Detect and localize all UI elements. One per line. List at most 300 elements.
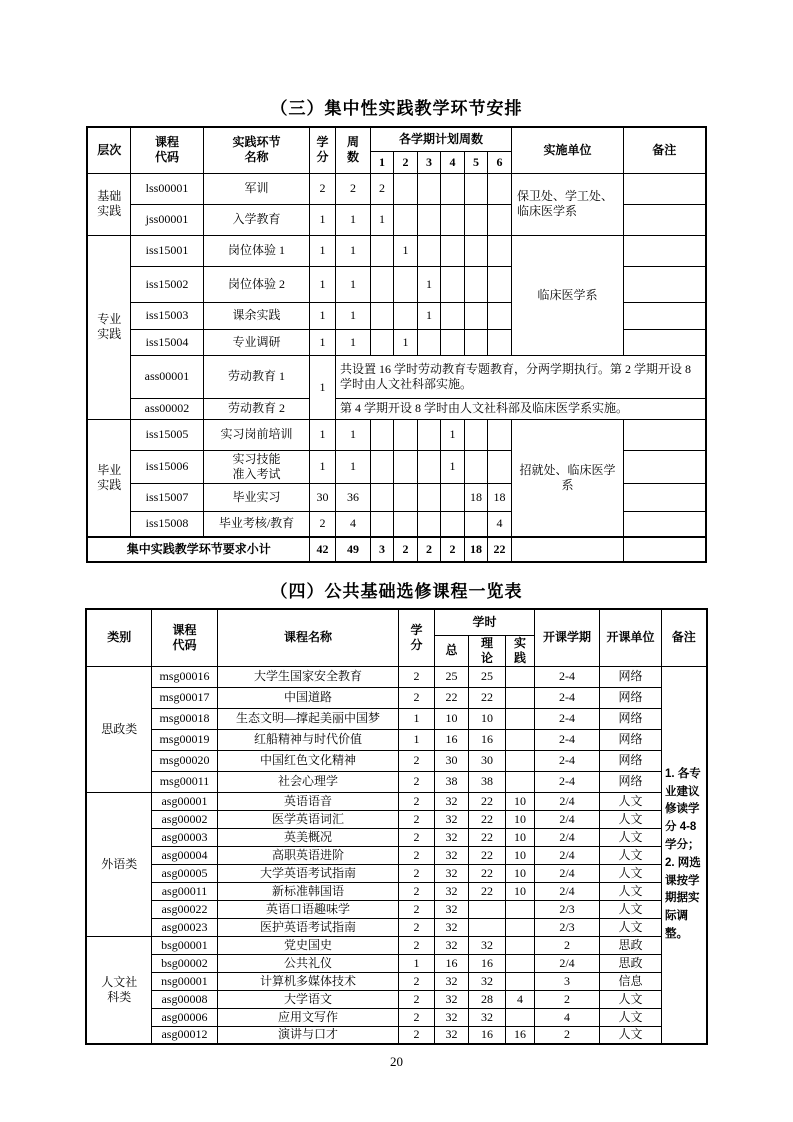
cell-name: 公共礼仪 xyxy=(217,954,398,972)
cell-weeks: 1 xyxy=(335,266,370,302)
cell-theory xyxy=(468,900,505,918)
col-header-sem-5: 5 xyxy=(464,151,487,173)
cell-theory: 22 xyxy=(468,864,505,882)
cell-sem xyxy=(487,266,511,302)
table-row xyxy=(86,882,706,900)
cell-name: 生态文明—撑起美丽中国梦 xyxy=(217,708,398,729)
col-header-sem-6: 6 xyxy=(487,151,511,173)
cell-sem xyxy=(464,419,487,450)
cell-semester: 2/4 xyxy=(535,792,600,810)
cell-unit: 网络 xyxy=(600,687,662,708)
cell-semester: 2/4 xyxy=(535,864,600,882)
cell-credit: 2 xyxy=(398,750,434,771)
cell-sem: 1 xyxy=(417,302,440,329)
cell-semester: 2/4 xyxy=(535,882,600,900)
cell-unit: 人文 xyxy=(600,792,662,810)
cell-weeks: 1 xyxy=(335,450,370,483)
table-row xyxy=(86,810,706,828)
cell-sem xyxy=(393,204,417,235)
cell-sem xyxy=(370,483,393,511)
cell-sem xyxy=(464,302,487,329)
cell-unit: 保卫处、学工处、临床医学系 xyxy=(512,173,624,235)
cell-sem xyxy=(464,511,487,537)
cell-subtotal-credit: 42 xyxy=(309,537,335,562)
cell-code: jss00001 xyxy=(130,204,203,235)
cell-credit: 2 xyxy=(398,828,434,846)
cell-semester: 2/3 xyxy=(535,900,600,918)
cell-subtotal-sem: 2 xyxy=(393,537,417,562)
cell-name: 军训 xyxy=(203,173,309,204)
col-header-code: 课程代码 xyxy=(130,127,203,173)
cell-unit: 人文 xyxy=(600,828,662,846)
cell-name: 毕业考核/教育 xyxy=(203,511,309,537)
col-header-semester: 开课学期 xyxy=(535,609,600,666)
cell-credit: 2 xyxy=(398,972,434,990)
col-header-hours-practice: 实践 xyxy=(505,635,534,666)
cell-practice: 10 xyxy=(505,828,534,846)
cell-code: iss15005 xyxy=(130,419,203,450)
cell-code: msg00020 xyxy=(151,750,217,771)
table-row xyxy=(87,355,705,398)
cell-theory: 32 xyxy=(468,972,505,990)
cell-sem: 2 xyxy=(370,173,393,204)
table-row xyxy=(86,900,706,918)
cell-sem xyxy=(440,173,464,204)
table-row xyxy=(86,828,706,846)
cell-category: 人文社科类 xyxy=(86,936,151,1044)
table-row xyxy=(86,729,706,750)
cell-note xyxy=(624,329,706,355)
cell-total: 32 xyxy=(434,864,468,882)
cell-code: iss15006 xyxy=(130,450,203,483)
cell-name: 毕业实习 xyxy=(203,483,309,511)
cell-subtotal-sem: 2 xyxy=(417,537,440,562)
cell-sem xyxy=(440,266,464,302)
cell-sem xyxy=(417,235,440,266)
cell-total: 32 xyxy=(434,990,468,1008)
cell-level: 基础实践 xyxy=(87,173,130,235)
cell-unit: 招就处、临床医学系 xyxy=(512,419,624,537)
cell-weeks: 1 xyxy=(335,329,370,355)
cell-credit: 2 xyxy=(398,687,434,708)
cell-name: 中国道路 xyxy=(217,687,398,708)
cell-theory: 22 xyxy=(468,846,505,864)
cell-note xyxy=(624,204,706,235)
cell-practice: 10 xyxy=(505,846,534,864)
cell-unit: 人文 xyxy=(600,1026,662,1044)
cell-total: 32 xyxy=(434,792,468,810)
cell-sem xyxy=(417,419,440,450)
table-row xyxy=(87,398,705,419)
cell-theory: 16 xyxy=(468,1026,505,1044)
cell-name: 专业调研 xyxy=(203,329,309,355)
cell-unit: 网络 xyxy=(600,708,662,729)
table-row xyxy=(86,936,706,954)
cell-credit: 2 xyxy=(398,846,434,864)
cell-sem xyxy=(417,450,440,483)
cell-sem xyxy=(440,204,464,235)
cell-sem xyxy=(417,511,440,537)
cell-practice xyxy=(505,936,534,954)
cell-code: asg00023 xyxy=(151,918,217,936)
cell-name: 英语口语趣味学 xyxy=(217,900,398,918)
table-row xyxy=(86,1008,706,1026)
cell-total: 32 xyxy=(434,1008,468,1026)
cell-sem xyxy=(440,329,464,355)
section-title-practice: （三）集中性实践教学环节安排 xyxy=(270,99,523,118)
cell-unit: 网络 xyxy=(600,729,662,750)
cell-code: msg00017 xyxy=(151,687,217,708)
cell-theory: 28 xyxy=(468,990,505,1008)
cell-weeks: 36 xyxy=(335,483,370,511)
cell-unit: 网络 xyxy=(600,666,662,687)
cell-sem xyxy=(487,329,511,355)
table-row xyxy=(86,1026,706,1044)
table-row xyxy=(86,708,706,729)
cell-code: iss15001 xyxy=(130,235,203,266)
cell-credit: 1 xyxy=(398,729,434,750)
cell-unit: 人文 xyxy=(600,900,662,918)
cell-sem xyxy=(370,235,393,266)
cell-code: msg00011 xyxy=(151,771,217,792)
col-header-category: 类别 xyxy=(86,609,151,666)
cell-unit: 人文 xyxy=(600,882,662,900)
cell-credit: 1 xyxy=(309,266,335,302)
cell-sem xyxy=(440,302,464,329)
cell-name: 大学英语考试指南 xyxy=(217,864,398,882)
cell-semester: 2-4 xyxy=(535,750,600,771)
cell-theory: 22 xyxy=(468,828,505,846)
cell-semester: 3 xyxy=(535,972,600,990)
cell-semester: 2-4 xyxy=(535,708,600,729)
cell-credit: 1 xyxy=(309,355,335,419)
cell-subtotal-sem: 3 xyxy=(370,537,393,562)
cell-credit: 2 xyxy=(309,511,335,537)
cell-sem xyxy=(440,511,464,537)
cell-name: 医护英语考试指南 xyxy=(217,918,398,936)
cell-unit: 信息 xyxy=(600,972,662,990)
cell-note xyxy=(624,511,706,537)
subtotal-row xyxy=(87,537,705,562)
cell-code: ass00001 xyxy=(130,355,203,398)
cell-theory: 38 xyxy=(468,771,505,792)
cell-name: 岗位体验 2 xyxy=(203,266,309,302)
cell-sem xyxy=(440,235,464,266)
cell-unit: 人文 xyxy=(600,846,662,864)
cell-total: 32 xyxy=(434,936,468,954)
cell-sem xyxy=(464,173,487,204)
cell-credit: 2 xyxy=(398,771,434,792)
cell-code: iss15008 xyxy=(130,511,203,537)
cell-credit: 1 xyxy=(309,419,335,450)
cell-code: iss15003 xyxy=(130,302,203,329)
col-header-weeks: 周数 xyxy=(335,127,370,173)
cell-sem: 1 xyxy=(370,204,393,235)
col-header-hours: 学时 xyxy=(434,609,534,635)
cell-sem xyxy=(417,173,440,204)
cell-practice xyxy=(505,687,534,708)
cell-name: 医学英语词汇 xyxy=(217,810,398,828)
cell-name: 英语语音 xyxy=(217,792,398,810)
cell-code: asg00005 xyxy=(151,864,217,882)
col-header-hours-total: 总 xyxy=(434,635,468,666)
cell-total: 32 xyxy=(434,828,468,846)
cell-theory: 22 xyxy=(468,792,505,810)
cell-unit: 网络 xyxy=(600,771,662,792)
cell-total: 38 xyxy=(434,771,468,792)
cell-note xyxy=(624,419,706,450)
cell-sem xyxy=(370,329,393,355)
cell-semester: 2 xyxy=(535,1026,600,1044)
table-row xyxy=(86,918,706,936)
cell-credit: 2 xyxy=(398,1026,434,1044)
cell-practice xyxy=(505,918,534,936)
cell-credit: 1 xyxy=(309,204,335,235)
cell-credit: 2 xyxy=(398,882,434,900)
col-header-sem-1: 1 xyxy=(370,151,393,173)
cell-semester: 2/3 xyxy=(535,918,600,936)
remark-line: 1. 各专业建议修读学分 4-8 学分； xyxy=(665,767,701,851)
cell-weeks: 4 xyxy=(335,511,370,537)
cell-theory: 25 xyxy=(468,666,505,687)
cell-theory xyxy=(468,918,505,936)
cell-name: 新标准韩国语 xyxy=(217,882,398,900)
cell-code: asg00011 xyxy=(151,882,217,900)
cell-code: asg00002 xyxy=(151,810,217,828)
cell-code: iss15007 xyxy=(130,483,203,511)
cell-total: 32 xyxy=(434,882,468,900)
cell-sem xyxy=(464,235,487,266)
cell-note xyxy=(624,235,706,266)
cell-total: 32 xyxy=(434,900,468,918)
cell-total: 16 xyxy=(434,729,468,750)
cell-name: 劳动教育 1 xyxy=(203,355,309,398)
col-header-note: 备注 xyxy=(662,609,707,666)
cell-sem: 1 xyxy=(393,235,417,266)
cell-sem: 18 xyxy=(464,483,487,511)
cell-credit: 1 xyxy=(398,954,434,972)
cell-theory: 22 xyxy=(468,810,505,828)
cell-code: ass00002 xyxy=(130,398,203,419)
cell-practice xyxy=(505,666,534,687)
cell-practice: 10 xyxy=(505,792,534,810)
cell-category: 思政类 xyxy=(86,666,151,792)
cell-practice xyxy=(505,771,534,792)
cell-code: asg00006 xyxy=(151,1008,217,1026)
cell-name: 社会心理学 xyxy=(217,771,398,792)
cell-sem xyxy=(417,204,440,235)
cell-practice xyxy=(505,954,534,972)
page-number: 20 xyxy=(390,1054,403,1069)
table-row xyxy=(86,972,706,990)
cell-remark xyxy=(662,666,707,1044)
cell-semester: 2/4 xyxy=(535,954,600,972)
cell-total: 32 xyxy=(434,918,468,936)
cell-subtotal-label: 集中实践教学环节要求小计 xyxy=(87,537,309,562)
cell-name: 计算机多媒体技术 xyxy=(217,972,398,990)
cell-sem xyxy=(393,419,417,450)
cell-code: msg00016 xyxy=(151,666,217,687)
cell-code: asg00003 xyxy=(151,828,217,846)
cell-theory: 32 xyxy=(468,936,505,954)
cell-subtotal-note xyxy=(624,537,706,562)
cell-name: 红船精神与时代价值 xyxy=(217,729,398,750)
cell-code: bsg00001 xyxy=(151,936,217,954)
cell-unit: 思政 xyxy=(600,954,662,972)
cell-code: asg00001 xyxy=(151,792,217,810)
cell-credit: 2 xyxy=(398,1008,434,1026)
cell-semester: 2-4 xyxy=(535,729,600,750)
cell-credit: 30 xyxy=(309,483,335,511)
cell-practice: 10 xyxy=(505,882,534,900)
col-header-note: 备注 xyxy=(624,127,706,173)
cell-sem xyxy=(370,419,393,450)
cell-weeks: 1 xyxy=(335,419,370,450)
col-header-credit: 学分 xyxy=(398,609,434,666)
cell-sem xyxy=(370,511,393,537)
cell-note xyxy=(624,483,706,511)
table-row xyxy=(86,954,706,972)
cell-sem xyxy=(393,173,417,204)
cell-semester: 2/4 xyxy=(535,828,600,846)
cell-code: msg00019 xyxy=(151,729,217,750)
cell-sem xyxy=(464,329,487,355)
cell-note xyxy=(624,450,706,483)
cell-semester: 4 xyxy=(535,1008,600,1026)
cell-practice xyxy=(505,708,534,729)
cell-subtotal-sem: 22 xyxy=(487,537,511,562)
cell-sem xyxy=(487,204,511,235)
cell-semester: 2-4 xyxy=(535,771,600,792)
cell-weeks: 1 xyxy=(335,235,370,266)
cell-code: asg00012 xyxy=(151,1026,217,1044)
cell-practice xyxy=(505,972,534,990)
cell-practice xyxy=(505,900,534,918)
cell-sem xyxy=(393,511,417,537)
cell-sem: 1 xyxy=(393,329,417,355)
cell-credit: 1 xyxy=(309,302,335,329)
cell-unit: 人文 xyxy=(600,918,662,936)
cell-sem xyxy=(393,450,417,483)
cell-credit: 2 xyxy=(398,990,434,1008)
col-header-unit: 实施单位 xyxy=(512,127,624,173)
cell-subtotal-sem: 18 xyxy=(464,537,487,562)
cell-code: bsg00002 xyxy=(151,954,217,972)
cell-name: 实习岗前培训 xyxy=(203,419,309,450)
cell-credit: 2 xyxy=(398,792,434,810)
cell-sem xyxy=(370,450,393,483)
cell-name: 演讲与口才 xyxy=(217,1026,398,1044)
col-header-code: 课程代码 xyxy=(151,609,217,666)
cell-total: 30 xyxy=(434,750,468,771)
cell-category: 外语类 xyxy=(86,792,151,936)
electives-table xyxy=(85,608,707,1045)
cell-sem xyxy=(464,450,487,483)
cell-sem xyxy=(393,266,417,302)
practice-table xyxy=(86,126,706,563)
cell-unit: 网络 xyxy=(600,750,662,771)
cell-semester: 2/4 xyxy=(535,846,600,864)
cell-sem xyxy=(417,483,440,511)
cell-practice xyxy=(505,750,534,771)
col-header-sem-3: 3 xyxy=(417,151,440,173)
cell-code: asg00004 xyxy=(151,846,217,864)
cell-name: 英美概况 xyxy=(217,828,398,846)
cell-theory: 22 xyxy=(468,882,505,900)
cell-theory: 22 xyxy=(468,687,505,708)
table-row xyxy=(86,792,706,810)
table-row xyxy=(87,235,705,266)
col-header-sem-2: 2 xyxy=(393,151,417,173)
cell-sem: 1 xyxy=(417,266,440,302)
cell-sem: 1 xyxy=(440,419,464,450)
cell-semester: 2-4 xyxy=(535,666,600,687)
cell-sem xyxy=(393,302,417,329)
cell-unit: 人文 xyxy=(600,990,662,1008)
cell-level: 毕业实践 xyxy=(87,419,130,537)
cell-sem xyxy=(487,450,511,483)
cell-credit: 2 xyxy=(398,810,434,828)
cell-credit: 1 xyxy=(309,235,335,266)
cell-labor-note-2: 第 4 学期开设 8 学时由人文社科部及临床医学系实施。 xyxy=(335,398,705,419)
col-header-semester-plan: 各学期计划周数 xyxy=(370,127,511,151)
cell-name: 岗位体验 1 xyxy=(203,235,309,266)
cell-name: 实习技能准入考试 xyxy=(203,450,309,483)
table-row xyxy=(87,173,705,204)
cell-unit: 人文 xyxy=(600,810,662,828)
remark-line: 2. 网选课按学期据实际调整。 xyxy=(665,856,701,940)
cell-code: nsg00001 xyxy=(151,972,217,990)
cell-code: lss00001 xyxy=(130,173,203,204)
cell-total: 16 xyxy=(434,954,468,972)
cell-name: 大学语文 xyxy=(217,990,398,1008)
cell-practice: 16 xyxy=(505,1026,534,1044)
cell-note xyxy=(624,266,706,302)
col-header-course-name: 课程名称 xyxy=(217,609,398,666)
table-row xyxy=(86,750,706,771)
col-header-name: 实践环节名称 xyxy=(203,127,309,173)
cell-credit: 2 xyxy=(398,864,434,882)
cell-total: 22 xyxy=(434,687,468,708)
cell-credit: 1 xyxy=(309,450,335,483)
cell-name: 高职英语进阶 xyxy=(217,846,398,864)
cell-code: iss15002 xyxy=(130,266,203,302)
cell-note xyxy=(624,302,706,329)
col-header-unit: 开课单位 xyxy=(600,609,662,666)
cell-subtotal-sem: 2 xyxy=(440,537,464,562)
cell-name: 劳动教育 2 xyxy=(203,398,309,419)
cell-weeks: 1 xyxy=(335,302,370,329)
cell-total: 10 xyxy=(434,708,468,729)
cell-total: 32 xyxy=(434,972,468,990)
cell-name: 中国红色文化精神 xyxy=(217,750,398,771)
cell-code: asg00022 xyxy=(151,900,217,918)
cell-practice: 4 xyxy=(505,990,534,1008)
cell-credit: 2 xyxy=(398,666,434,687)
cell-code: iss15004 xyxy=(130,329,203,355)
cell-credit: 2 xyxy=(398,918,434,936)
cell-practice xyxy=(505,729,534,750)
cell-sem xyxy=(417,329,440,355)
cell-sem xyxy=(464,204,487,235)
cell-theory: 16 xyxy=(468,954,505,972)
cell-name: 课余实践 xyxy=(203,302,309,329)
table-row xyxy=(86,771,706,792)
cell-weeks: 2 xyxy=(335,173,370,204)
cell-total: 32 xyxy=(434,810,468,828)
cell-practice xyxy=(505,1008,534,1026)
col-header-credit: 学分 xyxy=(309,127,335,173)
